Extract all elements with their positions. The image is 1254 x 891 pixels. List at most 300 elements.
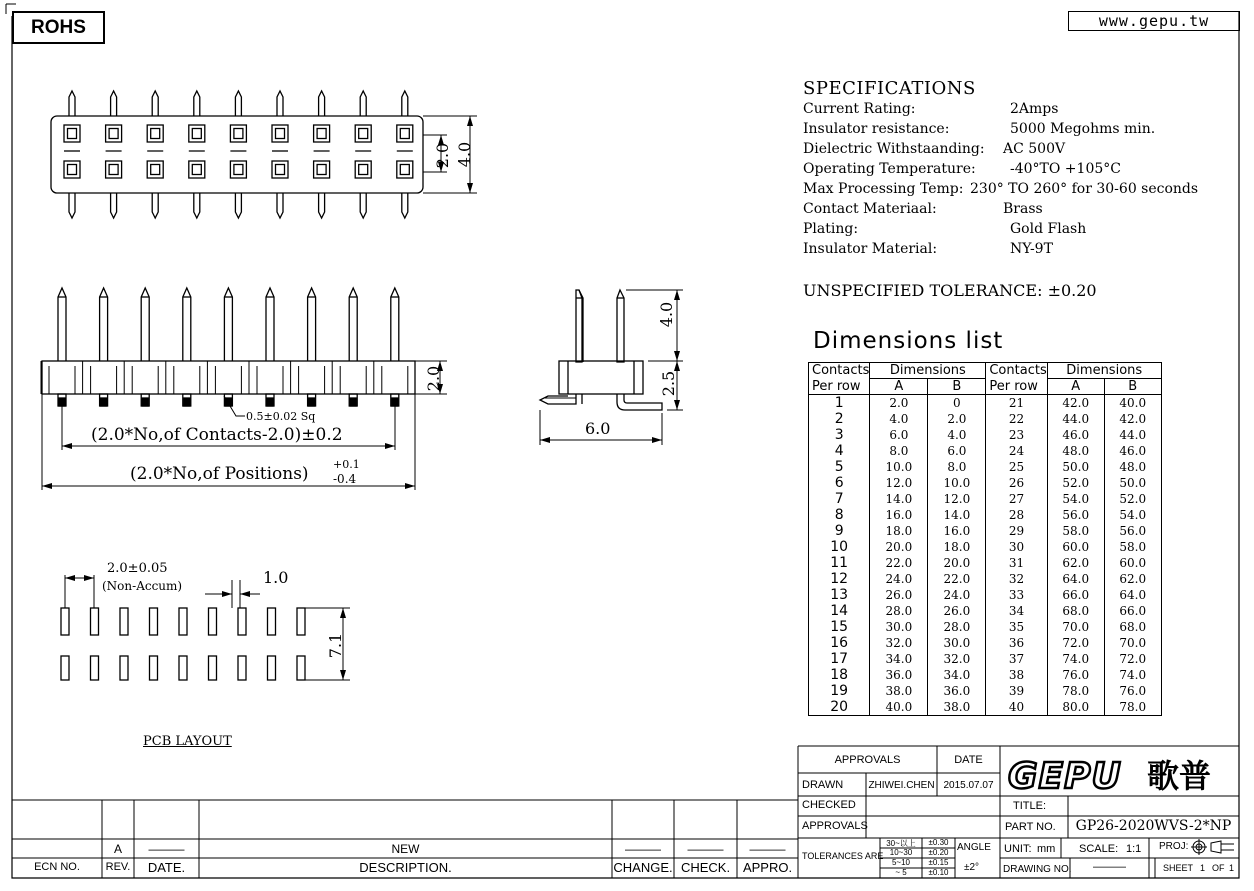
table-row [809, 443, 1162, 459]
table-cell: 34 [986, 603, 1047, 619]
table-cell: 68.0 [1104, 619, 1161, 635]
table-cell: 1 [809, 395, 870, 412]
table-cell: 58.0 [1047, 523, 1104, 539]
table-cell: 70.0 [1047, 619, 1104, 635]
spec-label: Current Rating: [803, 101, 916, 117]
table-cell: 14.0 [928, 507, 986, 523]
head-contacts-2: Contacts [986, 363, 1047, 379]
table-cell: 6.0 [928, 443, 986, 459]
side-view [41, 288, 447, 490]
table-row [809, 555, 1162, 571]
head-dimensions-2: Dimensions [1047, 363, 1161, 379]
table-row [809, 651, 1162, 667]
table-cell: 74.0 [1047, 651, 1104, 667]
contact-square [147, 161, 163, 178]
spec-row [803, 161, 1121, 177]
table-row [809, 395, 1162, 412]
pcb-pad [297, 656, 305, 680]
side-pin [100, 288, 108, 361]
housing-segment [83, 361, 117, 394]
table-cell: 20.0 [870, 539, 928, 555]
svg-text:GEPU: GEPU [1008, 756, 1122, 797]
table-cell: 14 [809, 603, 870, 619]
side-dim-body: 2.0 [424, 365, 444, 392]
dimensions-table [808, 362, 1162, 716]
contact-square [314, 161, 330, 178]
contact-square [106, 161, 122, 178]
table-row [809, 699, 1162, 716]
head-check: CHECK. [680, 860, 731, 875]
table-cell: 46.0 [1104, 443, 1161, 459]
head-dimensions: Dimensions [870, 363, 986, 379]
tol-value: ±0.10 [928, 868, 949, 877]
table-cell: 4.0 [870, 411, 928, 427]
rev-value: A [113, 842, 122, 856]
head-contacts: Contacts [809, 363, 870, 379]
housing-segment [207, 361, 241, 394]
table-cell: 52.0 [1104, 491, 1161, 507]
bottom-pin [111, 193, 117, 218]
spec-value: Brass [1003, 201, 1043, 217]
rohs-badge: ROHS [12, 11, 105, 44]
table-cell: 10.0 [870, 459, 928, 475]
table-cell: 15 [809, 619, 870, 635]
table-cell: 16 [809, 635, 870, 651]
side-pin-tail-fill [184, 398, 190, 406]
table-cell: 76.0 [1047, 667, 1104, 683]
table-cell: 66.0 [1104, 603, 1161, 619]
rev-check-value: ——— [687, 842, 724, 856]
pcb-pad [150, 608, 158, 635]
contact-square [230, 161, 246, 178]
contact-square [147, 125, 163, 142]
contact-square [355, 125, 371, 142]
pcb-pad [238, 656, 246, 680]
table-cell: 36 [986, 635, 1047, 651]
table-cell: 30.0 [928, 635, 986, 651]
table-cell: 28.0 [928, 619, 986, 635]
tb-scale-label: SCALE: [1079, 843, 1119, 855]
contact-inner [68, 165, 77, 175]
table-row [809, 507, 1162, 523]
tol-range: 10~30 [889, 848, 913, 857]
table-cell: 32.0 [928, 651, 986, 667]
contact-square [272, 125, 288, 142]
table-cell: 56.0 [1047, 507, 1104, 523]
spec-row [803, 201, 1043, 217]
table-cell: 12 [809, 571, 870, 587]
dim-contacts-formula: (2.0*No,of Contacts-2.0)±0.2 [91, 425, 343, 445]
contact-square [189, 161, 205, 178]
head-b: B [928, 379, 986, 395]
tol-value: ±0.30 [928, 838, 949, 847]
table-cell: 24 [986, 443, 1047, 459]
tb-unit-value: mm [1037, 843, 1056, 855]
table-row [809, 635, 1162, 651]
end-dim-mid: 2.5 [659, 370, 679, 397]
tb-date-head: DATE [954, 754, 983, 766]
contact-inner [151, 129, 160, 139]
spec-row [803, 121, 1156, 137]
bottom-pin [152, 193, 158, 218]
housing-segment [124, 361, 158, 394]
tb-part-no: GP26-2020WVS-2*NP [1075, 818, 1232, 834]
svg-text:歌普: 歌普 [1147, 757, 1212, 795]
spec-label: Insulator resistance: [803, 121, 950, 137]
housing-segment [249, 361, 283, 394]
table-cell: 60.0 [1104, 555, 1161, 571]
table-row [809, 683, 1162, 699]
head-a: A [870, 379, 928, 395]
side-pin [308, 288, 316, 361]
side-pin [391, 288, 399, 361]
pcb-pad [268, 656, 276, 680]
table-cell: 62.0 [1104, 571, 1161, 587]
top-pin [319, 91, 325, 116]
side-pin-tail-fill [392, 398, 398, 406]
top-pin [111, 91, 117, 116]
table-row [809, 523, 1162, 539]
tb-unit-label: UNIT: [1004, 843, 1032, 855]
spec-label: Operating Temperature: [803, 161, 976, 177]
pcb-pad [238, 608, 246, 635]
table-cell: 48.0 [1047, 443, 1104, 459]
pcb-pad [61, 656, 69, 680]
table-cell: 78.0 [1104, 699, 1161, 716]
table-row [809, 427, 1162, 443]
top-view [51, 91, 477, 218]
table-cell: 74.0 [1104, 667, 1161, 683]
table-cell: 24.0 [928, 587, 986, 603]
table-cell: 10.0 [928, 475, 986, 491]
dimensions-list-title: Dimensions list [813, 328, 1004, 354]
side-pin [224, 288, 232, 361]
spec-row [803, 221, 1087, 237]
housing-segment [166, 361, 200, 394]
dim-positions-tol-minus: -0.4 [333, 472, 357, 486]
table-cell: 25 [986, 459, 1047, 475]
bottom-pin [194, 193, 200, 218]
side-pin [266, 288, 274, 361]
side-pin-tail-fill [101, 398, 107, 406]
table-cell: 8.0 [928, 459, 986, 475]
table-row [809, 587, 1162, 603]
table-cell: 24.0 [870, 571, 928, 587]
pcb-non-accum: (Non-Accum) [102, 579, 183, 593]
table-cell: 60.0 [1047, 539, 1104, 555]
table-cell: 64.0 [1104, 587, 1161, 603]
table-cell: 56.0 [1104, 523, 1161, 539]
contact-inner [192, 165, 201, 175]
table-cell: 22.0 [870, 555, 928, 571]
table-cell: 19 [809, 683, 870, 699]
bottom-pin [235, 193, 241, 218]
table-cell: 20.0 [928, 555, 986, 571]
spec-row [803, 101, 1059, 117]
tb-of-value: 1 [1229, 863, 1235, 873]
side-pin [183, 288, 191, 361]
table-cell: 76.0 [1104, 683, 1161, 699]
table-cell: 23 [986, 427, 1047, 443]
tb-approvals-label: APPROVALS [802, 820, 868, 832]
table-cell: 32 [986, 571, 1047, 587]
head-ecn: ECN NO. [34, 861, 80, 873]
table-cell: 6 [809, 475, 870, 491]
table-cell: 3 [809, 427, 870, 443]
table-cell: 38 [986, 667, 1047, 683]
table-cell: 4 [809, 443, 870, 459]
table-cell: 54.0 [1047, 491, 1104, 507]
bottom-pin [277, 193, 283, 218]
table-cell: 68.0 [1047, 603, 1104, 619]
table-cell: 0 [928, 395, 986, 412]
tol-value: ±0.15 [928, 858, 949, 867]
housing-segment [374, 361, 408, 394]
table-cell: 50.0 [1047, 459, 1104, 475]
side-pin-tail-fill [142, 398, 148, 406]
table-cell: 35 [986, 619, 1047, 635]
gepu-logo [1008, 756, 1211, 797]
top-dim-height: 4.0 [455, 141, 475, 168]
table-row [809, 571, 1162, 587]
table-cell: 28.0 [870, 603, 928, 619]
contact-inner [68, 129, 77, 139]
contact-inner [400, 129, 409, 139]
side-pin-tail-fill [350, 398, 356, 406]
specifications-title: SPECIFICATIONS [803, 78, 976, 99]
contact-square [106, 125, 122, 142]
head-change: CHANGE. [613, 860, 673, 875]
table-cell: 7 [809, 491, 870, 507]
table-cell: 62.0 [1047, 555, 1104, 571]
table-cell: 4.0 [928, 427, 986, 443]
pcb-pad [120, 656, 128, 680]
contact-inner [276, 165, 285, 175]
contact-inner [192, 129, 201, 139]
side-pin [349, 288, 357, 361]
rev-description-value: NEW [391, 842, 420, 856]
table-cell: 18.0 [870, 523, 928, 539]
tb-checked-label: CHECKED [802, 799, 856, 811]
table-cell: 20 [809, 699, 870, 716]
table-cell: 38.0 [870, 683, 928, 699]
table-cell: 40 [986, 699, 1047, 716]
top-housing [51, 116, 423, 193]
side-pin-tail-fill [267, 398, 273, 406]
contact-inner [317, 165, 326, 175]
table-cell: 2 [809, 411, 870, 427]
pcb-pad [61, 608, 69, 635]
side-pin [58, 288, 66, 361]
table-cell: 14.0 [870, 491, 928, 507]
table-cell: 11 [809, 555, 870, 571]
contact-inner [151, 165, 160, 175]
top-pin [277, 91, 283, 116]
table-cell: 42.0 [1104, 411, 1161, 427]
pcb-pad [179, 608, 187, 635]
table-row [809, 603, 1162, 619]
pcb-pad [150, 656, 158, 680]
tb-sheet-value: 1 [1200, 863, 1206, 873]
unspecified-tolerance: UNSPECIFIED TOLERANCE: ±0.20 [803, 281, 1097, 300]
table-cell: 38.0 [928, 699, 986, 716]
tb-title-label: TITLE: [1013, 800, 1047, 812]
spec-value: NY-9T [1010, 241, 1053, 257]
table-cell: 26.0 [928, 603, 986, 619]
table-cell: 6.0 [870, 427, 928, 443]
table-cell: 46.0 [1047, 427, 1104, 443]
spec-label: Max Processing Temp: [803, 181, 964, 197]
tb-drawing-no-value: ——— [1093, 861, 1126, 873]
bottom-pin [360, 193, 366, 218]
tol-range: 5~10 [891, 858, 911, 867]
contact-square [272, 161, 288, 178]
contact-square [64, 125, 80, 142]
pcb-layout-label: PCB LAYOUT [143, 734, 232, 749]
table-cell: 42.0 [1047, 395, 1104, 412]
tol-value: ±0.20 [928, 848, 949, 857]
table-cell: 37 [986, 651, 1047, 667]
table-cell: 52.0 [1047, 475, 1104, 491]
top-pin [69, 91, 75, 116]
table-cell: 39 [986, 683, 1047, 699]
dim-positions-tol-plus: +0.1 [333, 458, 360, 471]
table-cell: 54.0 [1104, 507, 1161, 523]
tb-angle-label: ANGLE [957, 842, 991, 853]
housing-segment [41, 361, 75, 394]
head-b-2: B [1104, 379, 1161, 395]
table-cell: 8 [809, 507, 870, 523]
table-cell: 34.0 [870, 651, 928, 667]
table-cell: 36.0 [928, 683, 986, 699]
website-label: www.gepu.tw [1068, 11, 1240, 31]
spec-row [803, 241, 1053, 257]
table-cell: 80.0 [1047, 699, 1104, 716]
table-cell: 66.0 [1047, 587, 1104, 603]
head-rev: REV. [105, 861, 131, 873]
contact-square [355, 161, 371, 178]
contact-square [230, 125, 246, 142]
table-cell: 50.0 [1104, 475, 1161, 491]
top-pin [194, 91, 200, 116]
table-cell: 44.0 [1047, 411, 1104, 427]
tb-drawn-label: DRAWN [802, 779, 844, 791]
table-cell: 30.0 [870, 619, 928, 635]
table-cell: 34.0 [928, 667, 986, 683]
table-row [809, 491, 1162, 507]
table-cell: 48.0 [1104, 459, 1161, 475]
head-appro: APPRO. [742, 860, 793, 875]
spec-value: 5000 Megohms min. [1010, 121, 1156, 137]
table-cell: 22 [986, 411, 1047, 427]
pcb-pad [179, 656, 187, 680]
contact-square [397, 161, 413, 178]
rev-date-value: ——— [148, 842, 185, 856]
table-cell: 32.0 [870, 635, 928, 651]
side-pin-tail-fill [59, 398, 65, 406]
tb-of-label: OF [1212, 863, 1225, 873]
dim-positions-formula: (2.0*No,of Positions) [130, 464, 309, 484]
table-cell: 9 [809, 523, 870, 539]
pin-size-label: 0.5±0.02 Sq [246, 410, 316, 423]
side-pin-tail-fill [309, 398, 315, 406]
housing-segment [291, 361, 325, 394]
contact-square [397, 125, 413, 142]
table-cell: 18.0 [928, 539, 986, 555]
tol-range: ~ 5 [895, 868, 907, 877]
tol-range: 30~以上 [886, 839, 916, 848]
spec-value: Gold Flash [1010, 221, 1087, 237]
table-cell: 29 [986, 523, 1047, 539]
tb-drawing-no-label: DRAWING NO. [1003, 864, 1072, 875]
side-pin [141, 288, 149, 361]
table-cell: 2.0 [870, 395, 928, 412]
table-cell: 27 [986, 491, 1047, 507]
table-cell: 16.0 [870, 507, 928, 523]
table-cell: 21 [986, 395, 1047, 412]
tb-tolerances-label: TOLERANCES ARE [802, 851, 884, 861]
spec-label: Dielectric Withstaanding: [803, 141, 985, 157]
table-cell: 16.0 [928, 523, 986, 539]
top-pin [235, 91, 241, 116]
pcb-pitch: 2.0±0.05 [107, 561, 168, 576]
head-per-row-2: Per row [986, 379, 1047, 395]
top-pin [360, 91, 366, 116]
spec-label: Insulator Material: [803, 241, 938, 257]
pcb-row-span: 7.1 [326, 632, 346, 659]
tb-approvals-head: APPROVALS [834, 754, 901, 766]
table-cell: 36.0 [870, 667, 928, 683]
top-dim-pitch: 2.0 [433, 142, 453, 169]
housing-segment [332, 361, 366, 394]
contact-inner [234, 165, 243, 175]
contact-inner [109, 165, 118, 175]
contact-square [189, 125, 205, 142]
pcb-hole-size: 1.0 [263, 568, 289, 587]
spec-value: 230° TO 260° for 30-60 seconds [970, 181, 1199, 197]
end-dim-top: 4.0 [657, 301, 677, 328]
tb-sheet-label: SHEET [1163, 863, 1194, 873]
rev-change-value: ——— [625, 842, 661, 856]
head-a-2: A [1047, 379, 1104, 395]
table-cell: 64.0 [1047, 571, 1104, 587]
head-description: DESCRIPTION. [359, 860, 452, 875]
table-cell: 28 [986, 507, 1047, 523]
table-row [809, 539, 1162, 555]
tb-scale-value: 1:1 [1126, 843, 1142, 855]
pcb-pad [91, 656, 99, 680]
table-cell: 13 [809, 587, 870, 603]
table-cell: 17 [809, 651, 870, 667]
pcb-pad [268, 608, 276, 635]
tb-angle-tol: ±2° [964, 862, 980, 873]
side-housing [42, 361, 415, 394]
spec-value: AC 500V [1003, 141, 1066, 157]
table-cell: 12.0 [870, 475, 928, 491]
rev-appro-value: ——— [749, 842, 786, 856]
tb-proj-label: PROJ: [1159, 841, 1189, 852]
table-cell: 12.0 [928, 491, 986, 507]
table-cell: 72.0 [1104, 651, 1161, 667]
tb-part-label: PART NO. [1005, 821, 1056, 833]
table-cell: 31 [986, 555, 1047, 571]
table-cell: 26 [986, 475, 1047, 491]
table-cell: 78.0 [1047, 683, 1104, 699]
table-row [809, 667, 1162, 683]
spec-value: 2Amps [1010, 101, 1059, 117]
table-cell: 40.0 [1104, 395, 1161, 412]
table-cell: 58.0 [1104, 539, 1161, 555]
